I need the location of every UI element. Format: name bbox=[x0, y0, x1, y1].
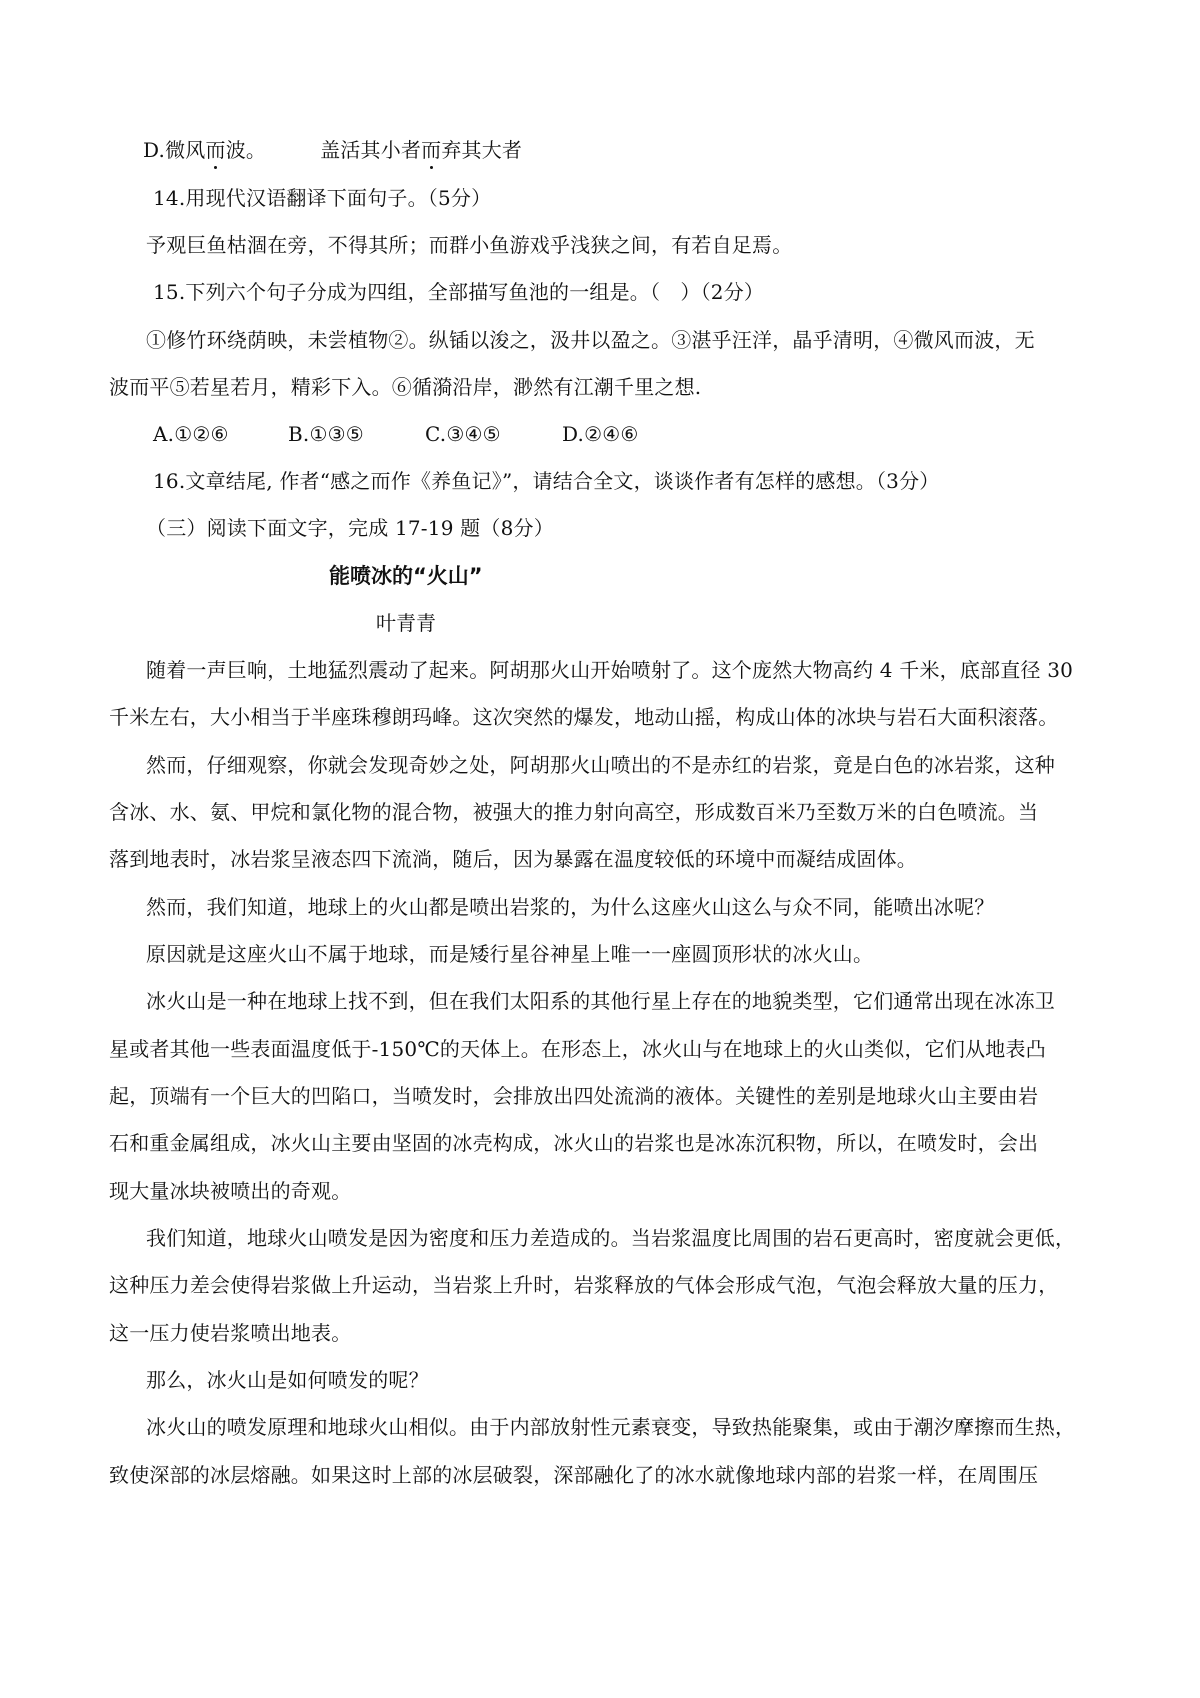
article-line: 冰火山的喷发原理和地球火山相似。由于内部放射性元素衰变，导致热能聚集，或由于潮汐摩擦而生热， bbox=[146, 1415, 1076, 1439]
article-line: 现大量冰块被喷出的奇观。 bbox=[109, 1179, 352, 1203]
option-d-part-b1: 盖活其小者 bbox=[320, 138, 422, 162]
article-line: 千米左右，大小相当于半座珠穆朗玛峰。这次突然的爆发，地动山摇，构成山体的冰块与岩石大面积滚落。 bbox=[109, 705, 1059, 729]
option-d-label: D. bbox=[143, 138, 166, 162]
q15-sentences-line-1: ①修竹环绕荫映，未尝植物②。纵锸以浚之，汲井以盈之。③湛乎汪洋，晶乎清明，④微风而波，无 bbox=[146, 328, 1035, 352]
q14-prompt: 14.用现代汉语翻译下面句子。（5分） bbox=[153, 186, 492, 210]
q15-prompt: 15.下列六个句子分成为四组，全部描写鱼池的一组是。（ ）（2分） bbox=[153, 280, 765, 304]
q13-option-d bbox=[143, 136, 522, 164]
article-line: 随着一声巨响，土地猛烈震动了起来。阿胡那火山开始喷射了。这个庞然大物高约 4 千米，底部直径 30 bbox=[146, 658, 1074, 682]
article-line: 我们知道，地球火山喷发是因为密度和压力差造成的。当岩浆温度比周围的岩石更高时，密度就会更低， bbox=[146, 1226, 1076, 1250]
q15-sentences-line-2: 波而平⑤若星若月，精彩下入。⑥循漪沿岸，渺然有江潮千里之想. bbox=[109, 375, 702, 399]
option-d-part-b2: 弃其大者 bbox=[441, 138, 523, 162]
article-title: 能喷冰的“火山” bbox=[329, 564, 483, 588]
q15-options bbox=[153, 420, 638, 448]
q16-prompt: 16.文章结尾, 作者“感之而作《养鱼记》”，请结合全文，谈谈作者有怎样的感想。（3分） bbox=[153, 469, 940, 493]
article-line: 致使深部的冰层熔融。如果这时上部的冰层破裂，深部融化了的冰水就像地球内部的岩浆一样，在周围压 bbox=[109, 1463, 1039, 1487]
emphasis-er-1: 而 bbox=[205, 138, 226, 162]
article-line: 落到地表时，冰岩浆呈液态四下流淌，随后，因为暴露在温度较低的环境中而凝结成固体。 bbox=[109, 847, 917, 871]
q14-sentence: 予观巨鱼枯涸在旁，不得其所；而群小鱼游戏乎浅狭之间，有若自足焉。 bbox=[146, 233, 793, 257]
option-d-part-a2: 波。 bbox=[225, 138, 267, 162]
q15-option-b: B.①③⑤ bbox=[288, 422, 364, 446]
option-d-part-a1: 微风 bbox=[165, 138, 206, 162]
article-line: 那么，冰火山是如何喷发的呢？ bbox=[146, 1368, 429, 1392]
article-author: 叶青青 bbox=[376, 611, 436, 635]
q15-option-d: D.②④⑥ bbox=[562, 422, 639, 446]
q15-option-a: A.①②⑥ bbox=[153, 422, 229, 446]
article-line: 含冰、水、氨、甲烷和氯化物的混合物，被强大的推力射向高空，形成数百米乃至数万米的白色喷流。当 bbox=[109, 800, 1039, 824]
article-line: 然而，我们知道，地球上的火山都是喷出岩浆的，为什么这座火山这么与众不同，能喷出冰呢？ bbox=[146, 895, 995, 919]
article-line: 星或者其他一些表面温度低于-150℃的天体上。在形态上，冰火山与在地球上的火山类似，它们从地表凸 bbox=[109, 1037, 1046, 1061]
article-line: 石和重金属组成，冰火山主要由坚固的冰壳构成，冰火山的岩浆也是冰冻沉积物，所以，在喷发时，会出 bbox=[109, 1131, 1039, 1155]
emphasis-er-2: 而 bbox=[421, 138, 442, 162]
article-line: 这种压力差会使得岩浆做上升运动，当岩浆上升时，岩浆释放的气体会形成气泡，气泡会释放大量的压力， bbox=[109, 1273, 1059, 1297]
article-line: 起，顶端有一个巨大的凹陷口，当喷发时，会排放出四处流淌的液体。关键性的差别是地球火山主要由岩 bbox=[109, 1084, 1039, 1108]
section-3-header: （三）阅读下面文字，完成 17-19 题（8分） bbox=[146, 516, 554, 540]
article-line: 这一压力使岩浆喷出地表。 bbox=[109, 1321, 352, 1345]
q15-option-c: C.③④⑤ bbox=[425, 422, 501, 446]
article-line: 原因就是这座火山不属于地球，而是矮行星谷神星上唯一一座圆顶形状的冰火山。 bbox=[146, 942, 874, 966]
article-line: 冰火山是一种在地球上找不到，但在我们太阳系的其他行星上存在的地貌类型，它们通常出现在冰冻卫 bbox=[146, 989, 1055, 1013]
article-line: 然而，仔细观察，你就会发现奇妙之处，阿胡那火山喷出的不是赤红的岩浆，竟是白色的冰岩浆，这种 bbox=[146, 753, 1055, 777]
